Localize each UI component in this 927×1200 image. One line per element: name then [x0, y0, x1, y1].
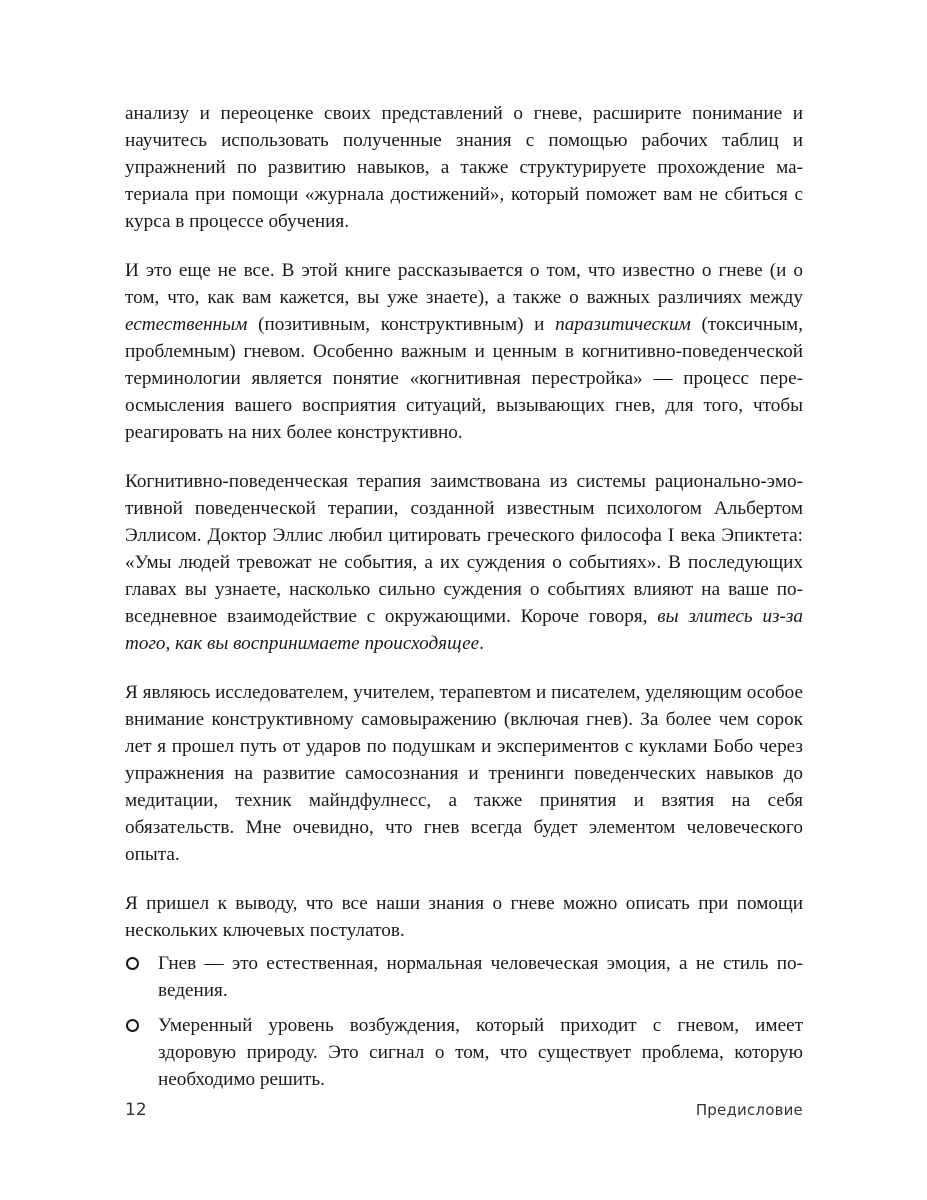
page-number: 12 [125, 1100, 147, 1120]
hollow-circle-bullet-icon [126, 957, 139, 970]
paragraph-1-text: анализу и переоценке своих представлений о гневе, расширите понимание и научитесь использовать полученные знания с помощью рабочих таблиц и упражнений по развитию навыков, а также структурируете прохождение материала при помощи «журнала достижений», который поможет вам не сбиться с курса в процессе обучения. [125, 103, 803, 232]
italic-emphasis: вы злитесь из-за того, как вы воспринимаете происходящее [125, 606, 803, 654]
hollow-circle-bullet-icon [126, 1019, 139, 1032]
paragraph-2-text-a: И это еще не все. В этой книге рассказывается о том, что известно о гневе (и о том, что, как вам кажется, вы уже знаете), а также о важных различиях между [125, 260, 803, 308]
bullet-item-1 [125, 950, 803, 1004]
paragraph-5 [125, 890, 803, 944]
italic-term-parasitic: паразитическим [555, 314, 691, 335]
page-footer [125, 1100, 803, 1120]
paragraph-4-text: Я являюсь исследователем, учителем, терапевтом и писателем, уделяющим особое внимание конструктивному самовыражению (включая гнев). За более чем сорок лет я прошел путь от ударов по подушкам и экспериментов с куклами Бобо через упражнения на развитие самосознания и тренинги поведенческих навыков до медитации, техник майндфулнесс, а также принятия и взятия на себя обязательств. Мне очевидно, что гнев всегда будет элементом человеческого опыта. [125, 682, 803, 865]
paragraph-2 [125, 257, 803, 446]
italic-term-natural: естественным [125, 314, 248, 335]
paragraph-3-text-b: . [479, 633, 484, 654]
page-body [125, 100, 803, 1101]
bullet-item-1-text: Гнев — это естественная, нормальная человеческая эмоция, а не стиль поведения. [158, 953, 803, 1001]
bullet-item-2 [125, 1012, 803, 1093]
paragraph-2-text-b: (позитивным, конструктивным) и [247, 314, 556, 335]
bullet-item-2-text: Умеренный уровень возбуждения, который приходит с гневом, имеет здоровую природу. Это сигнал о том, что существует проблема, которую необходимо решить. [158, 1015, 803, 1090]
paragraph-5-text: Я пришел к выводу, что все наши знания о гневе можно описать при помощи нескольких ключевых постулатов. [125, 893, 803, 941]
bullet-list [125, 950, 803, 1093]
paragraph-4 [125, 679, 803, 868]
paragraph-3-text-a: Когнитивно-поведенческая терапия заимствована из системы рационально-эмотивной поведенческой терапии, созданной известным психологом Альбертом Эллисом. Доктор Эллис любил цитировать греческого философа I века Эпиктета: «Умы людей тревожат не события, а их суждения о событиях». В последующих главах вы узнаете, насколько сильно суждения о событиях влияют на ваше повседневное взаимодействие с окружающими. Короче говоря, [125, 471, 803, 627]
paragraph-2-text-c: (токсичным, проблемным) гневом. Особенно важным и ценным в когнитивно-поведенческой терминологии является понятие «когнитивная перестройка» — процесс переосмысления вашего восприятия ситуаций, вызывающих гнев, для того, чтобы реагировать на них более конструктивно. [125, 314, 803, 443]
paragraph-1 [125, 100, 803, 235]
paragraph-3 [125, 468, 803, 657]
running-title: Предисловие [695, 1101, 803, 1119]
